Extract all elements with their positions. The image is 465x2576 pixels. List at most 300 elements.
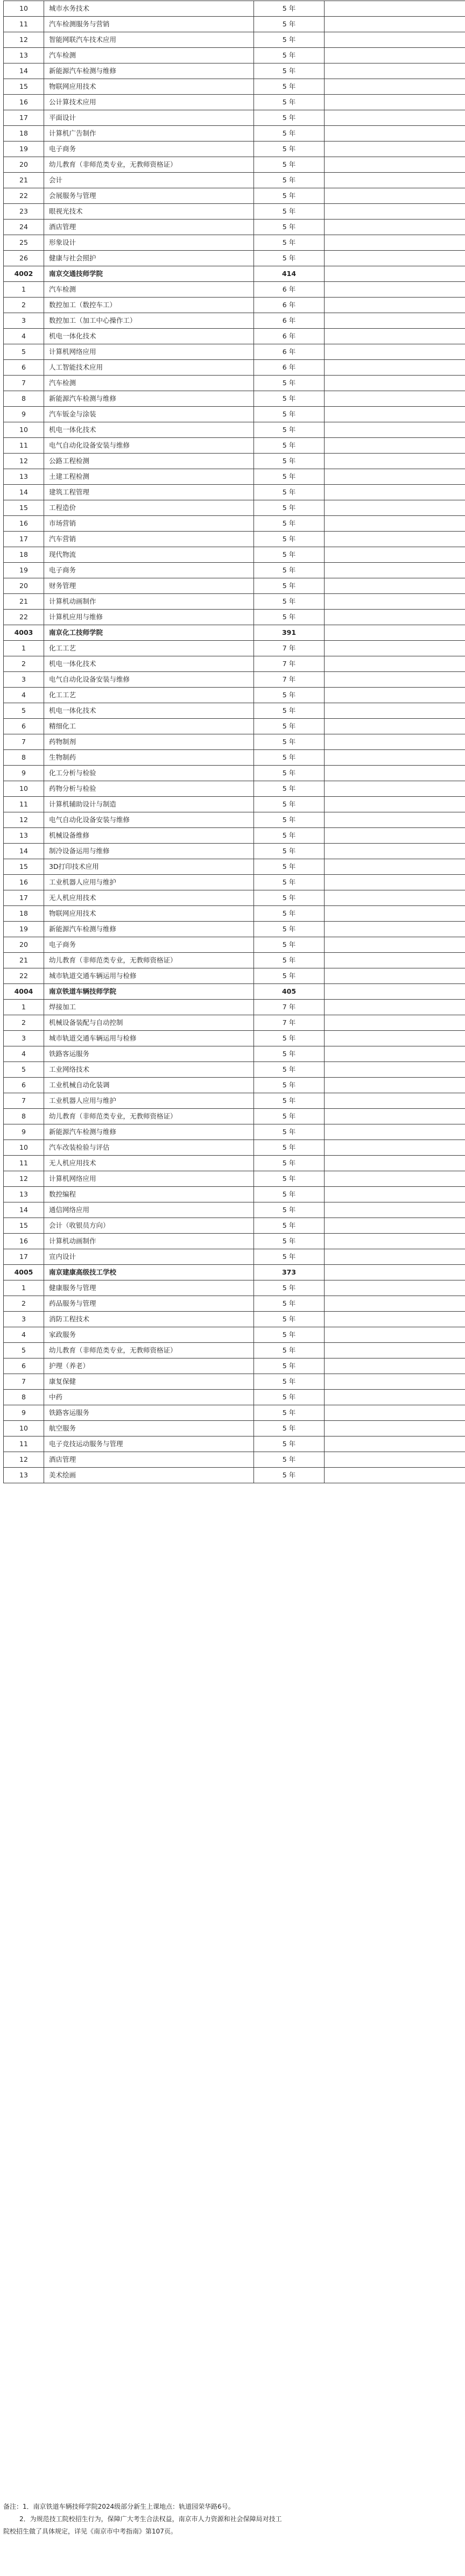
blank-cell	[325, 890, 465, 906]
major-name: 工业机械自动化装调	[44, 1078, 254, 1093]
study-years: 5 年	[254, 1452, 325, 1468]
study-years: 5 年	[254, 610, 325, 625]
blank-cell	[325, 235, 465, 251]
table-row	[4, 1374, 465, 1390]
major-name: 新能源汽车检测与维修	[44, 391, 254, 407]
major-name: 会计（收银员方向）	[44, 1218, 254, 1234]
major-name: 财务管理	[44, 578, 254, 594]
major-name: 通信网络应用	[44, 1202, 254, 1218]
table-row	[4, 1234, 465, 1249]
major-name: 健康服务与管理	[44, 1280, 254, 1296]
major-name: 生物制药	[44, 750, 254, 766]
row-number: 22	[4, 610, 44, 625]
table-row	[4, 828, 465, 844]
table-row	[4, 173, 465, 188]
row-number: 19	[4, 922, 44, 937]
row-number: 22	[4, 188, 44, 204]
row-number: 16	[4, 875, 44, 890]
row-number: 12	[4, 1171, 44, 1187]
study-years: 5 年	[254, 547, 325, 563]
blank-cell	[325, 1062, 465, 1078]
blank-cell	[325, 188, 465, 204]
major-name: 计算机动画制作	[44, 1234, 254, 1249]
blank-cell	[325, 220, 465, 235]
study-years: 5 年	[254, 890, 325, 906]
table-row	[4, 1000, 465, 1015]
study-years: 5 年	[254, 1187, 325, 1202]
blank-cell	[325, 313, 465, 329]
study-years: 5 年	[254, 95, 325, 110]
major-name: 化工分析与检验	[44, 766, 254, 781]
study-years: 5 年	[254, 750, 325, 766]
study-years: 5 年	[254, 204, 325, 220]
blank-cell	[325, 1078, 465, 1093]
major-name: 电子商务	[44, 937, 254, 953]
blank-cell	[325, 547, 465, 563]
blank-cell	[325, 781, 465, 797]
table-row	[4, 1296, 465, 1312]
row-number: 17	[4, 110, 44, 126]
table-row	[4, 656, 465, 672]
study-years: 6 年	[254, 282, 325, 298]
table-row	[4, 454, 465, 469]
table-row	[4, 1421, 465, 1436]
table-row	[4, 1343, 465, 1358]
study-years: 5 年	[254, 48, 325, 63]
table-row	[4, 344, 465, 360]
blank-cell	[325, 937, 465, 953]
table-row	[4, 360, 465, 376]
major-name: 形象设计	[44, 235, 254, 251]
study-years: 5 年	[254, 1140, 325, 1156]
blank-cell	[325, 1156, 465, 1171]
table-row	[4, 610, 465, 625]
blank-cell	[325, 95, 465, 110]
table-row	[4, 672, 465, 688]
row-number: 5	[4, 344, 44, 360]
table-row	[4, 126, 465, 141]
blank-cell	[325, 1390, 465, 1405]
blank-cell	[325, 875, 465, 890]
row-number: 16	[4, 516, 44, 532]
major-name: 幼儿教育（非师范类专业，无教师资格证）	[44, 1109, 254, 1124]
row-number: 9	[4, 766, 44, 781]
row-number: 21	[4, 173, 44, 188]
major-name: 药物制剂	[44, 734, 254, 750]
study-years: 5 年	[254, 173, 325, 188]
study-years: 5 年	[254, 1171, 325, 1187]
study-years: 5 年	[254, 391, 325, 407]
row-number: 4	[4, 688, 44, 703]
table-row	[4, 251, 465, 266]
study-years: 5 年	[254, 1436, 325, 1452]
major-name: 平面设计	[44, 110, 254, 126]
major-name: 无人机应用技术	[44, 890, 254, 906]
study-years: 5 年	[254, 828, 325, 844]
school-code: 4002	[4, 266, 44, 282]
blank-cell	[325, 1234, 465, 1249]
study-years: 5 年	[254, 875, 325, 890]
row-number: 14	[4, 485, 44, 500]
row-number: 13	[4, 1187, 44, 1202]
blank-cell	[325, 454, 465, 469]
row-number: 1	[4, 282, 44, 298]
school-name: 南京铁道车辆技师学院	[44, 984, 254, 1000]
table-row	[4, 1109, 465, 1124]
row-number: 13	[4, 48, 44, 63]
table-row	[4, 220, 465, 235]
table-row	[4, 1468, 465, 1483]
table-row	[4, 563, 465, 578]
major-name: 汽车营销	[44, 532, 254, 547]
blank-cell	[325, 298, 465, 313]
table-row	[4, 641, 465, 656]
table-row	[4, 1, 465, 17]
blank-cell	[325, 266, 465, 282]
row-number: 1	[4, 641, 44, 656]
major-name: 新能源汽车检测与维修	[44, 63, 254, 79]
row-number: 15	[4, 1218, 44, 1234]
major-name: 计算机广告制作	[44, 126, 254, 141]
table-row	[4, 1046, 465, 1062]
study-years: 7 年	[254, 1015, 325, 1031]
school-row	[4, 1265, 465, 1280]
row-number: 16	[4, 1234, 44, 1249]
blank-cell	[325, 563, 465, 578]
blank-cell	[325, 1280, 465, 1296]
study-years: 5 年	[254, 141, 325, 157]
table-row	[4, 1218, 465, 1234]
row-number: 10	[4, 781, 44, 797]
row-number: 25	[4, 235, 44, 251]
blank-cell	[325, 610, 465, 625]
row-number: 14	[4, 1202, 44, 1218]
major-name: 铁路客运服务	[44, 1405, 254, 1421]
table-row	[4, 391, 465, 407]
blank-cell	[325, 641, 465, 656]
row-number: 20	[4, 578, 44, 594]
blank-cell	[325, 469, 465, 485]
major-name: 汽车改装检验与评估	[44, 1140, 254, 1156]
table-row	[4, 1078, 465, 1093]
major-name: 酒店管理	[44, 1452, 254, 1468]
table-row	[4, 1405, 465, 1421]
row-number: 21	[4, 953, 44, 968]
row-number: 8	[4, 391, 44, 407]
row-number: 4	[4, 1327, 44, 1343]
blank-cell	[325, 1265, 465, 1280]
row-number: 26	[4, 251, 44, 266]
study-years: 5 年	[254, 797, 325, 812]
study-years: 5 年	[254, 1374, 325, 1390]
study-years: 5 年	[254, 1156, 325, 1171]
study-years: 5 年	[254, 1093, 325, 1109]
school-name: 南京交通技师学院	[44, 266, 254, 282]
major-name: 机械设备维修	[44, 828, 254, 844]
major-name: 焊接加工	[44, 1000, 254, 1015]
study-years: 5 年	[254, 422, 325, 438]
row-number: 6	[4, 1078, 44, 1093]
blank-cell	[325, 625, 465, 641]
major-name: 中药	[44, 1390, 254, 1405]
table-row	[4, 844, 465, 859]
row-number: 17	[4, 532, 44, 547]
major-name: 幼儿教育（非师范类专业，无教师资格证）	[44, 953, 254, 968]
major-name: 计算机网络应用	[44, 344, 254, 360]
table-row	[4, 141, 465, 157]
row-number: 22	[4, 968, 44, 984]
study-years: 5 年	[254, 1358, 325, 1374]
blank-cell	[325, 1452, 465, 1468]
row-number: 11	[4, 1156, 44, 1171]
table-row	[4, 859, 465, 875]
study-years: 5 年	[254, 79, 325, 95]
table-row	[4, 17, 465, 32]
table-row	[4, 1031, 465, 1046]
blank-cell	[325, 688, 465, 703]
table-row	[4, 1390, 465, 1405]
row-number: 4	[4, 329, 44, 344]
major-name: 机电一体化技术	[44, 656, 254, 672]
blank-cell	[325, 157, 465, 173]
study-years: 5 年	[254, 485, 325, 500]
study-years: 5 年	[254, 63, 325, 79]
study-years: 5 年	[254, 220, 325, 235]
row-number: 6	[4, 1358, 44, 1374]
study-years: 5 年	[254, 1031, 325, 1046]
blank-cell	[325, 953, 465, 968]
row-number: 3	[4, 672, 44, 688]
study-years: 6 年	[254, 344, 325, 360]
blank-cell	[325, 344, 465, 360]
row-number: 6	[4, 719, 44, 734]
row-number: 2	[4, 298, 44, 313]
study-years: 5 年	[254, 781, 325, 797]
blank-cell	[325, 516, 465, 532]
study-years: 5 年	[254, 126, 325, 141]
enrollment-table	[3, 1, 465, 1483]
major-name: 数控编程	[44, 1187, 254, 1202]
row-number: 11	[4, 1436, 44, 1452]
major-name: 新能源汽车检测与维修	[44, 1124, 254, 1140]
major-name: 电子商务	[44, 141, 254, 157]
study-years: 5 年	[254, 719, 325, 734]
row-number: 18	[4, 906, 44, 922]
study-years: 5 年	[254, 1234, 325, 1249]
major-name: 康复保健	[44, 1374, 254, 1390]
blank-cell	[325, 1405, 465, 1421]
table-row	[4, 63, 465, 79]
major-name: 土建工程检测	[44, 469, 254, 485]
table-row	[4, 781, 465, 797]
blank-cell	[325, 1015, 465, 1031]
study-years: 5 年	[254, 1280, 325, 1296]
row-number: 20	[4, 937, 44, 953]
blank-cell	[325, 594, 465, 610]
notes-section	[3, 2501, 460, 2538]
row-number: 4	[4, 1046, 44, 1062]
table-row	[4, 32, 465, 48]
major-name: 机电一体化技术	[44, 329, 254, 344]
blank-cell	[325, 1124, 465, 1140]
row-number: 10	[4, 422, 44, 438]
blank-cell	[325, 719, 465, 734]
table-row	[4, 235, 465, 251]
study-years: 5 年	[254, 1312, 325, 1327]
table-row	[4, 547, 465, 563]
school-total: 405	[254, 984, 325, 1000]
table-row	[4, 469, 465, 485]
blank-cell	[325, 204, 465, 220]
row-number: 2	[4, 656, 44, 672]
study-years: 5 年	[254, 688, 325, 703]
study-years: 5 年	[254, 1062, 325, 1078]
blank-cell	[325, 1202, 465, 1218]
blank-cell	[325, 438, 465, 454]
study-years: 5 年	[254, 1468, 325, 1483]
major-name: 健康与社会照护	[44, 251, 254, 266]
table-row	[4, 188, 465, 204]
study-years: 5 年	[254, 1124, 325, 1140]
blank-cell	[325, 1421, 465, 1436]
table-row	[4, 1062, 465, 1078]
major-name: 消防工程技术	[44, 1312, 254, 1327]
major-name: 电子商务	[44, 563, 254, 578]
study-years: 5 年	[254, 578, 325, 594]
row-number: 11	[4, 797, 44, 812]
blank-cell	[325, 422, 465, 438]
blank-cell	[325, 1218, 465, 1234]
study-years: 5 年	[254, 844, 325, 859]
study-years: 5 年	[254, 1421, 325, 1436]
major-name: 化工工艺	[44, 688, 254, 703]
major-name: 会计	[44, 173, 254, 188]
blank-cell	[325, 391, 465, 407]
major-name: 航空服务	[44, 1421, 254, 1436]
blank-cell	[325, 797, 465, 812]
study-years: 6 年	[254, 329, 325, 344]
row-number: 10	[4, 1421, 44, 1436]
row-number: 5	[4, 703, 44, 719]
school-name: 南京化工技师学院	[44, 625, 254, 641]
table-row	[4, 703, 465, 719]
major-name: 宣内设计	[44, 1249, 254, 1265]
row-number: 10	[4, 1140, 44, 1156]
study-years: 5 年	[254, 376, 325, 391]
study-years: 5 年	[254, 532, 325, 547]
blank-cell	[325, 812, 465, 828]
major-name: 电气自动化设备安装与维修	[44, 438, 254, 454]
study-years: 5 年	[254, 1046, 325, 1062]
row-number: 7	[4, 734, 44, 750]
table-row	[4, 578, 465, 594]
school-total: 373	[254, 1265, 325, 1280]
blank-cell	[325, 126, 465, 141]
blank-cell	[325, 1109, 465, 1124]
blank-cell	[325, 32, 465, 48]
blank-cell	[325, 922, 465, 937]
blank-cell	[325, 282, 465, 298]
row-number: 23	[4, 204, 44, 220]
major-name: 铁路客运服务	[44, 1046, 254, 1062]
study-years: 5 年	[254, 157, 325, 173]
study-years: 7 年	[254, 656, 325, 672]
major-name: 酒店管理	[44, 220, 254, 235]
table-row	[4, 438, 465, 454]
major-name: 精细化工	[44, 719, 254, 734]
row-number: 3	[4, 313, 44, 329]
major-name: 市场营销	[44, 516, 254, 532]
row-number: 15	[4, 79, 44, 95]
school-name: 南京建康高级技工学校	[44, 1265, 254, 1280]
study-years: 5 年	[254, 1296, 325, 1312]
row-number: 12	[4, 454, 44, 469]
major-name: 工业机器人应用与维护	[44, 875, 254, 890]
blank-cell	[325, 1000, 465, 1015]
table-row	[4, 313, 465, 329]
blank-cell	[325, 141, 465, 157]
table-row	[4, 282, 465, 298]
blank-cell	[325, 329, 465, 344]
major-name: 城市水务技术	[44, 1, 254, 17]
major-name: 现代物流	[44, 547, 254, 563]
table-row	[4, 48, 465, 63]
row-number: 12	[4, 1452, 44, 1468]
row-number: 15	[4, 500, 44, 516]
blank-cell	[325, 1358, 465, 1374]
note-line-1: 备注：1．南京铁道车辆技师学院2024级部分新生上课地点：轨道园荣华路6号。	[3, 2503, 235, 2510]
blank-cell	[325, 1343, 465, 1358]
study-years: 5 年	[254, 906, 325, 922]
row-number: 8	[4, 1109, 44, 1124]
study-years: 5 年	[254, 17, 325, 32]
row-number: 5	[4, 1343, 44, 1358]
blank-cell	[325, 1140, 465, 1156]
school-row	[4, 625, 465, 641]
table-row	[4, 1171, 465, 1187]
row-number: 13	[4, 1468, 44, 1483]
table-row	[4, 1358, 465, 1374]
row-number: 1	[4, 1000, 44, 1015]
table-row	[4, 750, 465, 766]
blank-cell	[325, 734, 465, 750]
study-years: 5 年	[254, 968, 325, 984]
study-years: 5 年	[254, 188, 325, 204]
row-number: 1	[4, 1280, 44, 1296]
table-row	[4, 532, 465, 547]
major-name: 汽车检测服务与营销	[44, 17, 254, 32]
row-number: 24	[4, 220, 44, 235]
study-years: 5 年	[254, 1343, 325, 1358]
study-years: 5 年	[254, 1249, 325, 1265]
table-row	[4, 594, 465, 610]
blank-cell	[325, 63, 465, 79]
row-number: 11	[4, 438, 44, 454]
major-name: 新能源汽车检测与维修	[44, 922, 254, 937]
study-years: 5 年	[254, 812, 325, 828]
blank-cell	[325, 485, 465, 500]
table-row	[4, 890, 465, 906]
row-number: 18	[4, 547, 44, 563]
blank-cell	[325, 1296, 465, 1312]
blank-cell	[325, 376, 465, 391]
school-code: 4003	[4, 625, 44, 641]
major-name: 3D打印技术应用	[44, 859, 254, 875]
study-years: 6 年	[254, 360, 325, 376]
study-years: 5 年	[254, 1202, 325, 1218]
table-row	[4, 298, 465, 313]
row-number: 19	[4, 141, 44, 157]
